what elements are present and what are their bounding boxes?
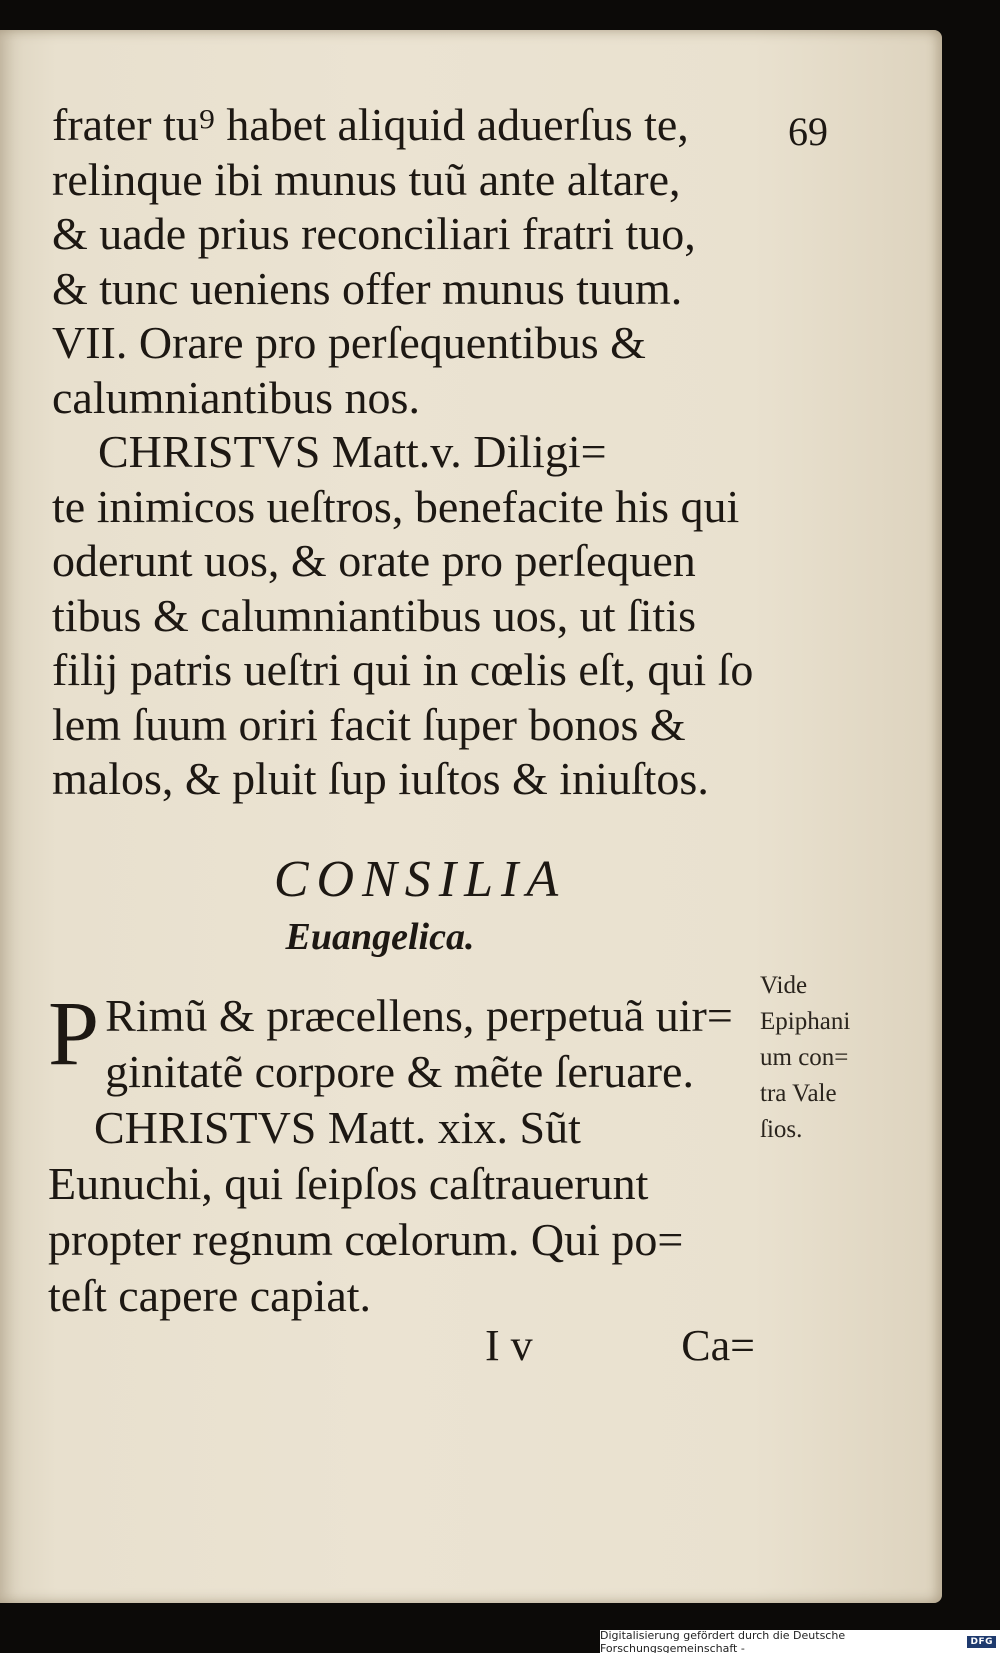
text-line: CHRISTVS Matt.v. Diligi= [52,426,607,477]
text-line: propter regnum cœlorum. Qui po= [48,1214,684,1265]
section-heading [0,850,780,959]
catchword: Ca= [681,1321,755,1370]
digitization-credit-bar [600,1630,1000,1653]
text-line: Rimũ & præcellens, perpetuã uir= [105,990,733,1041]
text-line: CHRISTVS Matt. xix. Sũt [48,1102,581,1153]
text-line: filij patris ueſtri qui in cœlis eſt, qui ſo [52,644,754,695]
body-text-bottom [48,982,768,1324]
catchword-line [485,1320,755,1371]
credit-text: Digitalisierung gefördert durch die Deutsche Forschungsgemeinschaft - [600,1628,846,1653]
text-line: tibus & calumniantibus uos, ut ſitis [52,589,696,641]
text-line: & uade prius reconciliari fratri tuo, [52,208,696,259]
drop-cap: P [48,982,100,1084]
text-line: te inimicos ueſtros, benefacite his qui [52,480,740,532]
marginal-line: ſios. [760,1116,803,1143]
heading-title: CONSILIA [273,851,567,908]
heading-subtitle: Euangelica. [285,916,475,958]
text-line: Eunuchi, qui ſeipſos caſtrauerunt [48,1158,649,1209]
text-line: ginitatẽ corpore & mẽte ſeruare. [105,1046,694,1097]
marginal-line: tra Vale [760,1080,837,1107]
marginal-line: um con= [760,1044,849,1071]
text-line: calumniantibus nos. [52,371,420,423]
marginal-line: Vide [760,972,808,999]
text-line: lem ſuum oriri facit ſuper bonos & [52,698,686,750]
text-line: teſt capere capiat. [48,1270,372,1321]
text-line: VII. Orare pro perſequentibus & [52,317,646,368]
text-line: frater tu⁹ habet aliquid aduerſus te, [52,99,689,150]
body-text-top [52,98,772,807]
signature-mark: I v [485,1321,533,1370]
text-line: malos, & pluit ſup iuſtos & iniuſtos. [52,753,709,804]
text-line: & tunc ueniens offer munus tuum. [52,262,683,314]
text-line: oderunt uos, & orate pro perſequen [52,535,696,586]
dfg-logo: DFG [967,1636,996,1648]
marginal-note [760,968,880,1148]
text-line: relinque ibi munus tuũ ante altare, [52,153,681,205]
marginal-line: Epiphani [760,1008,851,1035]
page-number: 69 [788,109,828,154]
